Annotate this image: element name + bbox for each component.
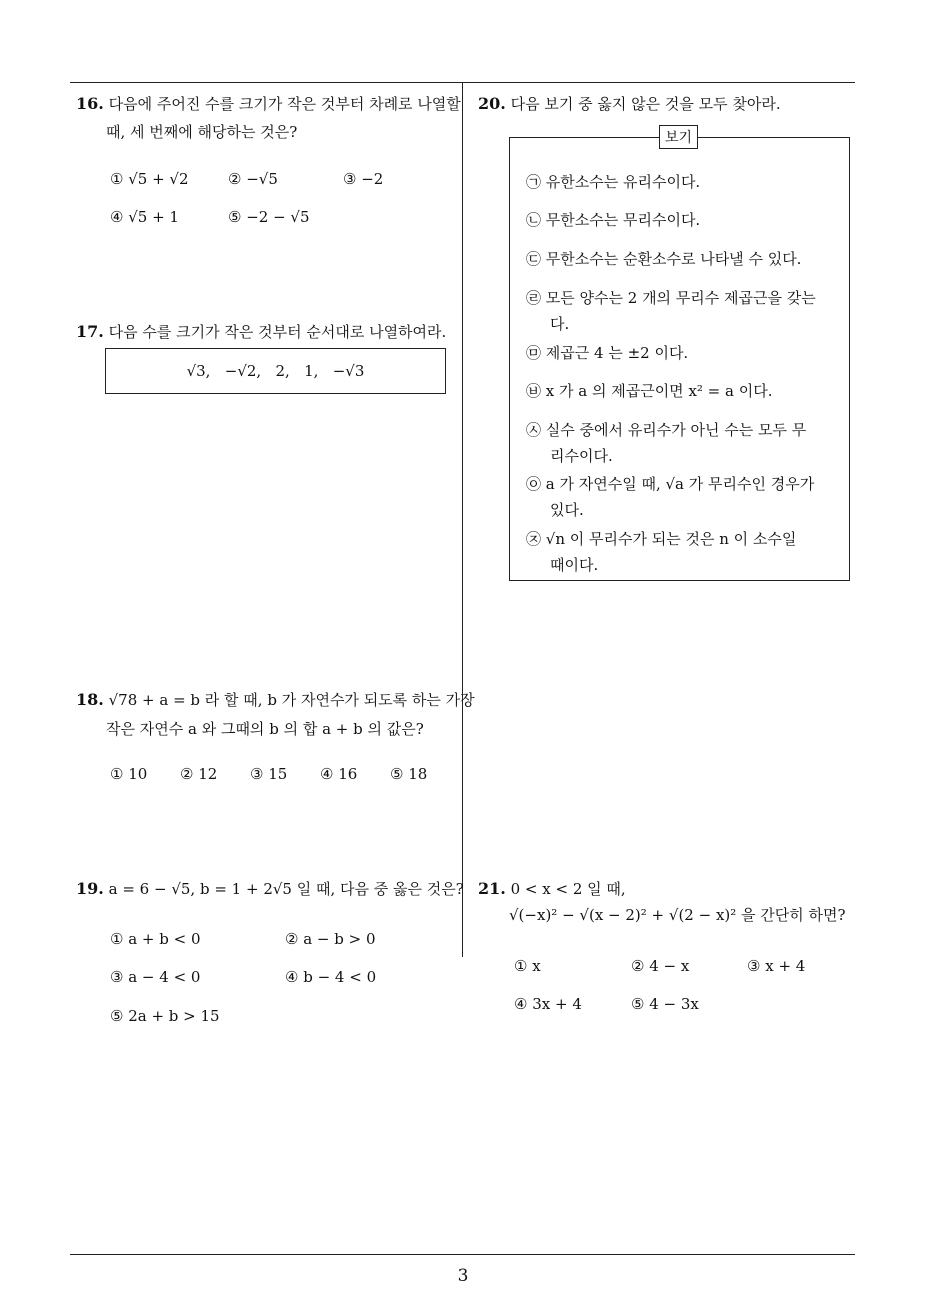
question-text: 다음에 주어진 수를 크기가 작은 것부터 차례로 나열할 <box>108 95 461 113</box>
answer-box <box>105 348 446 394</box>
question-text: 다음 수를 크기가 작은 것부터 순서대로 나열하여라. <box>108 323 447 341</box>
question-text: 때, 세 번째에 해당하는 것은? <box>106 123 298 141</box>
question-number: 21. <box>478 879 506 898</box>
bogi-item-7: ㉦ 실수 중에서 유리수가 아닌 수는 모두 무 <box>526 421 807 439</box>
choice-3[interactable]: ③ −2 <box>343 170 384 188</box>
question-number: 16. <box>76 94 104 113</box>
column-divider <box>462 82 463 957</box>
choice-2[interactable]: ② −√5 <box>228 170 278 188</box>
bottom-rule <box>70 1254 855 1255</box>
question-text: 0 < x < 2 일 때, <box>510 880 626 898</box>
choice-3[interactable]: ③ x + 4 <box>747 957 806 975</box>
question-number: 19. <box>76 879 104 898</box>
question-number: 20. <box>478 94 506 113</box>
choice-4[interactable]: ④ 3x + 4 <box>514 995 582 1013</box>
bogi-item-9: ㉨ √n 이 무리수가 되는 것은 n 이 소수일 <box>526 530 797 548</box>
question-number: 18. <box>76 690 104 709</box>
choice-2[interactable]: ② 4 − x <box>631 957 690 975</box>
choice-5[interactable]: ⑤ 4 − 3x <box>631 995 699 1013</box>
question-text: √(−x)² − √(x − 2)² + √(2 − x)² 을 간단히 하면? <box>509 906 846 924</box>
choice-1[interactable]: ① a + b < 0 <box>110 930 201 948</box>
question-text: √78 + a = b 라 할 때, b 가 자연수가 되도록 하는 가장 <box>108 691 475 709</box>
choice-2[interactable]: ② 12 <box>180 765 218 783</box>
question-text: a = 6 − √5, b = 1 + 2√5 일 때, 다음 중 옳은 것은? <box>108 880 464 898</box>
page-number: 3 <box>457 1266 469 1286</box>
choice-1[interactable]: ① √5 + √2 <box>110 170 189 188</box>
bogi-item-7-cont: 리수이다. <box>550 447 613 465</box>
bogi-item-4-cont: 다. <box>550 315 570 333</box>
choice-3[interactable]: ③ 15 <box>250 765 288 783</box>
choice-5[interactable]: ⑤ −2 − √5 <box>228 208 310 226</box>
bogi-item-4: ㉣ 모든 양수는 2 개의 무리수 제곱근을 갖는 <box>526 289 816 307</box>
choice-1[interactable]: ① x <box>514 957 541 975</box>
bogi-item-6: ㉥ x 가 a 의 제곱근이면 x² = a 이다. <box>526 382 773 400</box>
bogi-item-1: ㉠ 유한소수는 유리수이다. <box>526 173 701 191</box>
choice-1[interactable]: ① 10 <box>110 765 148 783</box>
choice-5[interactable]: ⑤ 18 <box>390 765 428 783</box>
boxed-numbers: √3, −√2, 2, 1, −√3 <box>186 362 365 380</box>
bogi-item-8: ㉧ a 가 자연수일 때, √a 가 무리수인 경우가 <box>526 475 815 493</box>
choice-4[interactable]: ④ 16 <box>320 765 358 783</box>
question-number: 17. <box>76 322 104 341</box>
bogi-item-5: ㉤ 제곱근 4 는 ±2 이다. <box>526 344 689 362</box>
question-text: 작은 자연수 a 와 그때의 b 의 합 a + b 의 값은? <box>106 720 424 738</box>
bogi-item-9-cont: 때이다. <box>550 556 599 574</box>
choice-2[interactable]: ② a − b > 0 <box>285 930 376 948</box>
choice-4[interactable]: ④ b − 4 < 0 <box>285 968 377 986</box>
bogi-item-8-cont: 있다. <box>550 501 584 519</box>
bogi-item-2: ㉡ 무한소수는 무리수이다. <box>526 211 701 229</box>
bogi-item-3: ㉢ 무한소수는 순환소수로 나타낼 수 있다. <box>526 250 802 268</box>
choice-4[interactable]: ④ √5 + 1 <box>110 208 179 226</box>
bogi-title: 보기 <box>659 125 698 149</box>
question-text: 다음 보기 중 옳지 않은 것을 모두 찾아라. <box>510 95 781 113</box>
choice-5[interactable]: ⑤ 2a + b > 15 <box>110 1007 220 1025</box>
choice-3[interactable]: ③ a − 4 < 0 <box>110 968 201 986</box>
